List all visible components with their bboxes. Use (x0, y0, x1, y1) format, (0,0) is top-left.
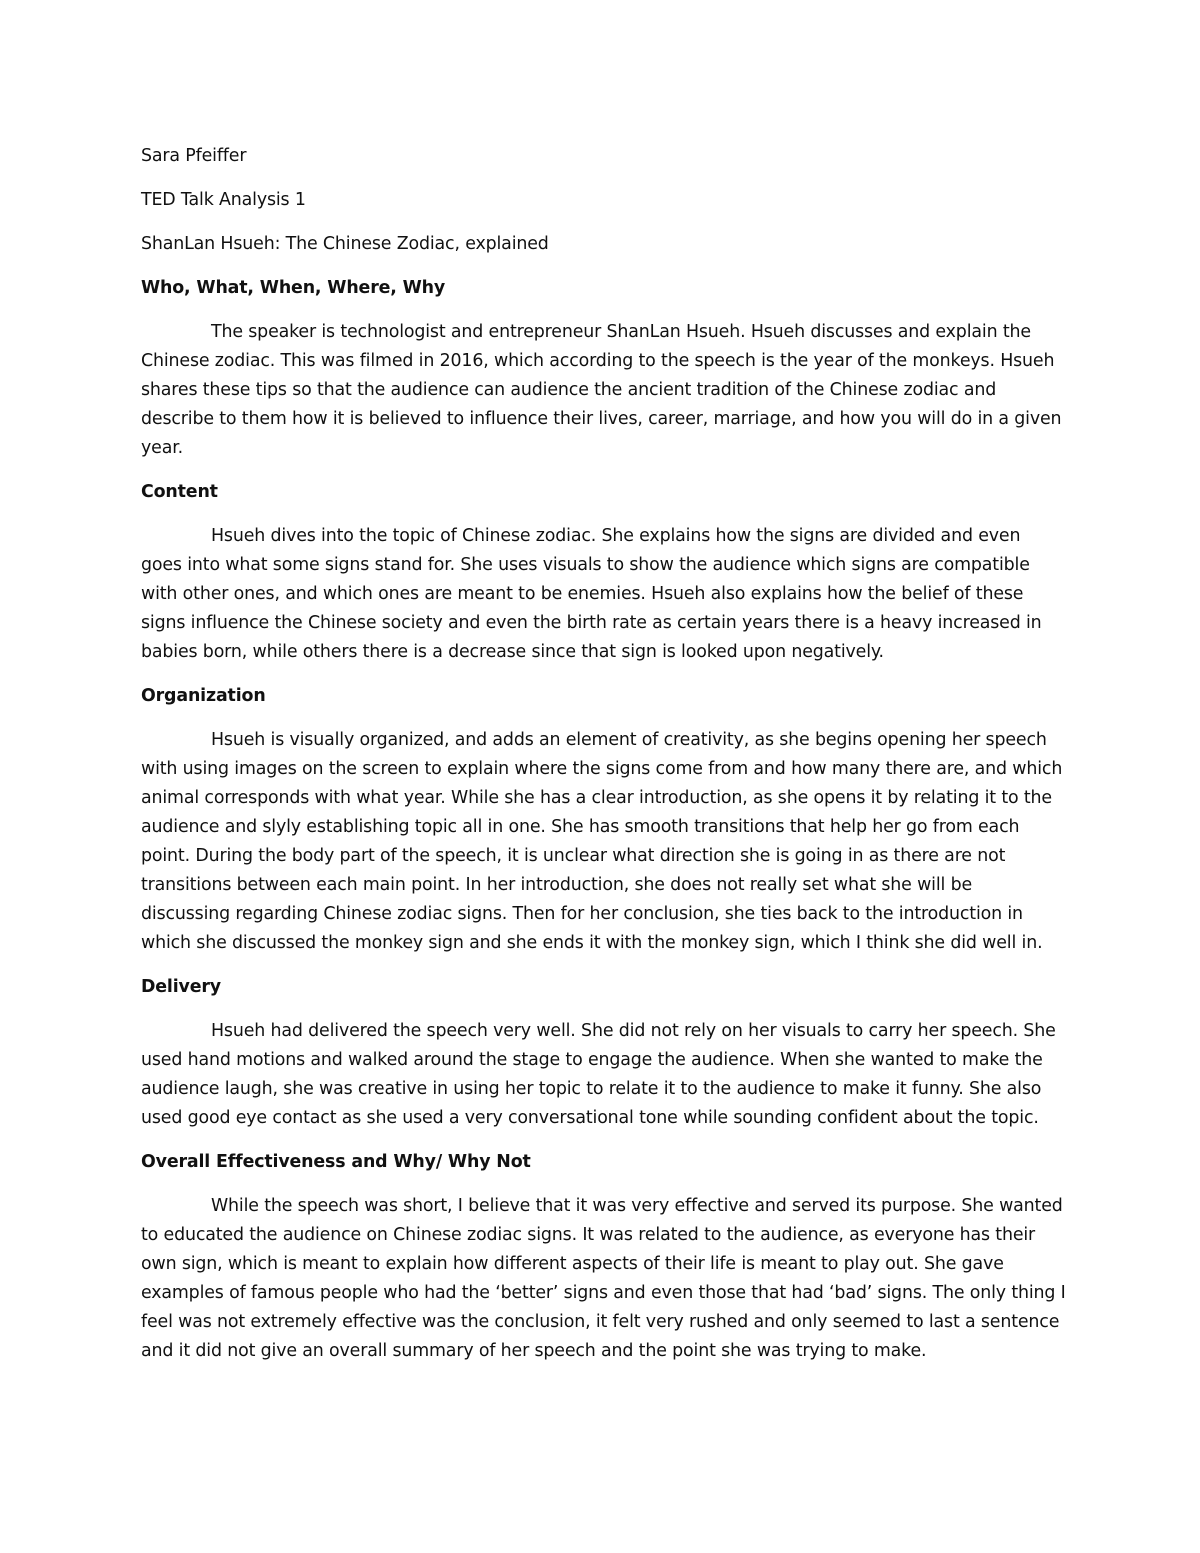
section-heading: Content (141, 482, 218, 502)
talk-title: ShanLan Hsueh: The Chinese Zodiac, explained (141, 234, 549, 254)
section-paragraph: While the speech was short, I believe that it was very effective and served its purpose. She wanted to educated the audience on Chinese zodiac signs. It was related to the audience, as everyone has their own sign, which is meant to explain how different aspects of their life is meant to play out. She gave examples of famous people who had the ‘better’ signs and even those that had ‘bad’ signs. The only thing I feel was not extremely effective was the conclusion, it felt very rushed and only seemed to last a sentence and it did not give an overall summary of her speech and the point she was trying to make. (141, 1196, 1066, 1361)
section-paragraph: Hsueh is visually organized, and adds an element of creativity, as she begins opening her speech with using images on the screen to explain where the signs come from and how many there are, and which animal corresponds with what year. While she has a clear introduction, as she opens it by relating it to the audience and slyly establishing topic all in one. She has smooth transitions that help her go from each point. During the body part of the speech, it is unclear what direction she is going in as there are not transitions between each main point. In her introduction, she does not really set what she will be discussing regarding Chinese zodiac signs. Then for her conclusion, she ties back to the introduction in which she discussed the monkey sign and she ends it with the monkey sign, which I think she did well in. (141, 730, 1063, 953)
section-heading: Organization (141, 686, 266, 706)
author-name: Sara Pfeiffer (141, 146, 247, 166)
document-body (141, 142, 1066, 1381)
section-heading: Overall Effectiveness and Why/ Why Not (141, 1152, 531, 1172)
section-paragraph: The speaker is technologist and entrepreneur ShanLan Hsueh. Hsueh discusses and explain the Chinese zodiac. This was filmed in 2016, which according to the speech is the year of the monkeys. Hsueh shares these tips so that the audience can audience the ancient tradition of the Chinese zodiac and describe to them how it is believed to influence their lives, career, marriage, and how you will do in a given year. (141, 322, 1062, 458)
section-overall-effectiveness (141, 1148, 1066, 1366)
section-heading: Delivery (141, 977, 221, 997)
section-heading: Who, What, When, Where, Why (141, 278, 446, 298)
section-paragraph: Hsueh dives into the topic of Chinese zodiac. She explains how the signs are divided and even goes into what some signs stand for. She uses visuals to show the audience which signs are compatible with other ones, and which ones are meant to be enemies. Hsueh also explains how the belief of these signs influence the Chinese society and even the birth rate as certain years there is a heavy increased in babies born, while others there is a decrease since that sign is looked upon negatively. (141, 526, 1042, 662)
section-delivery (141, 973, 1066, 1133)
section-paragraph: Hsueh had delivered the speech very well. She did not rely on her visuals to carry her speech. She used hand motions and walked around the stage to engage the audience. When she wanted to make the audience laugh, she was creative in using her topic to relate it to the audience to make it funny. She also used good eye contact as she used a very conversational tone while sounding confident about the topic. (141, 1021, 1056, 1128)
section-content (141, 478, 1066, 667)
section-organization (141, 682, 1066, 958)
section-who-what (141, 274, 1066, 463)
assignment-title: TED Talk Analysis 1 (141, 190, 306, 210)
